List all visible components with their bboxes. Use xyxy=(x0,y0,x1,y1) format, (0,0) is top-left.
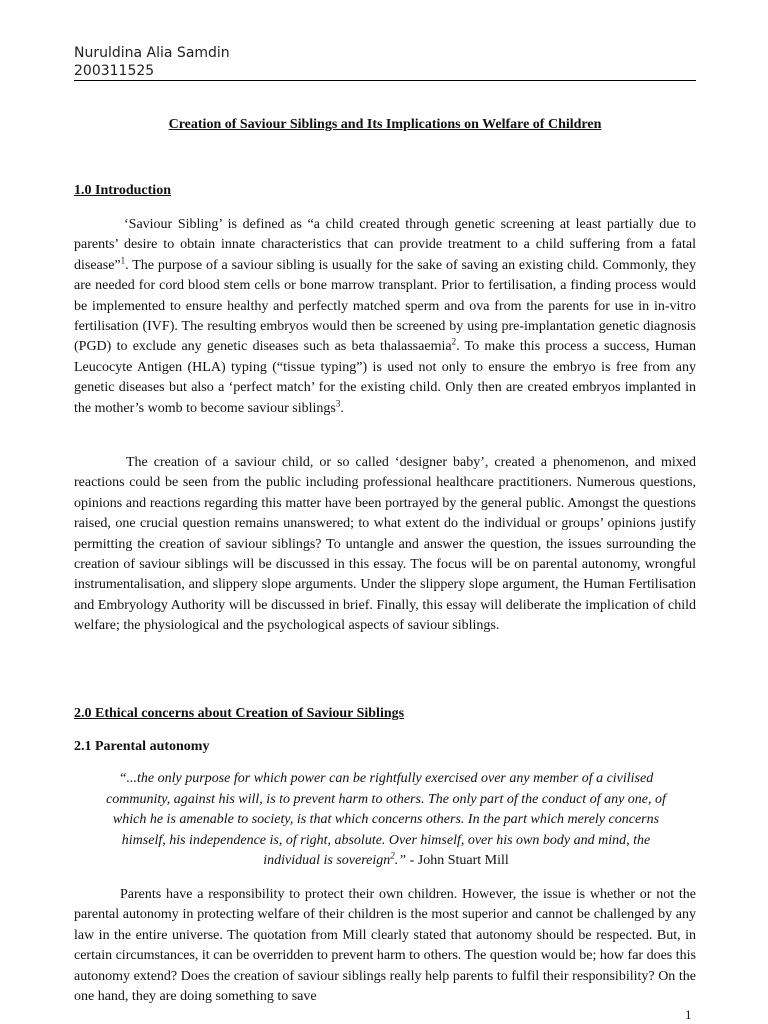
mill-quotation xyxy=(96,769,676,872)
parental-autonomy-paragraph: Parents have a responsibility to protect their own children. However, the issue is whether or not the parental autonomy in protecting welfare of their children is the most superior and cannot be challenged by any law in the entire universe. The quotation from Mill clearly stated that autonomy should be respected. But, in certain circumstances, it can be overridden to prevent harm to others. The question would be; how far does this autonomy extend? Does the creation of saviour siblings really help parents to fulfil their responsibility? On the one hand, they are doing something to save xyxy=(74,887,696,1005)
student-id: 200311525 xyxy=(74,63,155,79)
footnote-ref: 2 xyxy=(390,850,395,861)
subsection-heading-parental-autonomy: 2.1 Parental autonomy xyxy=(74,739,210,754)
text-run: . xyxy=(340,400,344,416)
intro-paragraph-2: The creation of a saviour child, or so called ‘designer baby’, created a phenomenon, and mixed reactions could be seen from the public including professional healthcare practitioners. Numerous questions, opinions and reactions regarding this matter have been portrayed by the general public. Amongst the questions raised, one crucial question remains unanswered; to what extent do the individual or groups’ opinions justify permitting the creation of saviour siblings? To untangle and answer the question, the issues surrounding the creation of saviour siblings will be discussed in this essay. The focus will be on parental autonomy, wrongful instrumentalisation, and slippery slope arguments. Under the slippery slope argument, the Human Fertilisation and Embryology Authority will be discussed in brief. Finally, this essay will deliberate the implication of child welfare; the physiological and the psychological aspects of saviour siblings. xyxy=(74,455,696,634)
document-title: Creation of Saviour Siblings and Its Implications on Welfare of Children xyxy=(168,117,602,132)
intro-paragraph-1 xyxy=(74,215,696,419)
quote-text: “...the only purpose for which power can be rightfully exercised over any member of a civilised community, against his will, is to prevent harm to others. The only part of the conduct of any one, of which he is amenable to society, is that which concerns others. In the part which merely concerns himself, his independence is, of right, absolute. Over himself, over his own body and mind, the individual is sovereign xyxy=(106,771,666,869)
section-heading-introduction: 1.0 Introduction xyxy=(74,183,171,198)
page-number: 1 xyxy=(685,1007,692,1022)
author-block xyxy=(74,44,230,80)
section-heading-ethical-concerns: 2.0 Ethical concerns about Creation of Saviour Siblings xyxy=(74,706,405,721)
text-run: ‘Saviour Sibling’ is defined as “a child created through genetic screening at least partially due to parents’ desire to obtain innate characteristics that can provide treatment to a child suffering from a fatal disease” xyxy=(74,217,696,273)
text-run: . To make this process a success, Human Leucocyte Antigen (HLA) typing (“tissue typing”) is used not only to ensure the embryo is free from any genetic diseases but also a ‘perfect match’ for the existing child. Only then are created embryos implanted in the mother’s womb to become saviour siblings xyxy=(74,339,696,416)
quote-attribution: - John Stuart Mill xyxy=(406,853,509,869)
footnote-ref: 1 xyxy=(120,255,126,266)
header-divider xyxy=(74,80,696,81)
author-name: Nuruldina Alia Samdin xyxy=(74,45,230,61)
footnote-ref: 2 xyxy=(451,336,457,347)
footnote-ref: 3 xyxy=(335,398,341,408)
text-run: . The purpose of a saviour sibling is usually for the sake of saving an existing child. Commonly, they are needed for cord blood stem cells or bone marrow transplant. Prior to fertilisation, a finding process would be implemented to ensure healthy and perfectly matched sperm and ova from the parents for use in in-vitro fertilisation (IVF). The resulting embryos would then be screened by using pre-implantation genetic diagnosis (PGD) to exclude any genetic diseases such as beta thalassaemia xyxy=(74,257,696,355)
quote-close: .” xyxy=(394,853,407,869)
